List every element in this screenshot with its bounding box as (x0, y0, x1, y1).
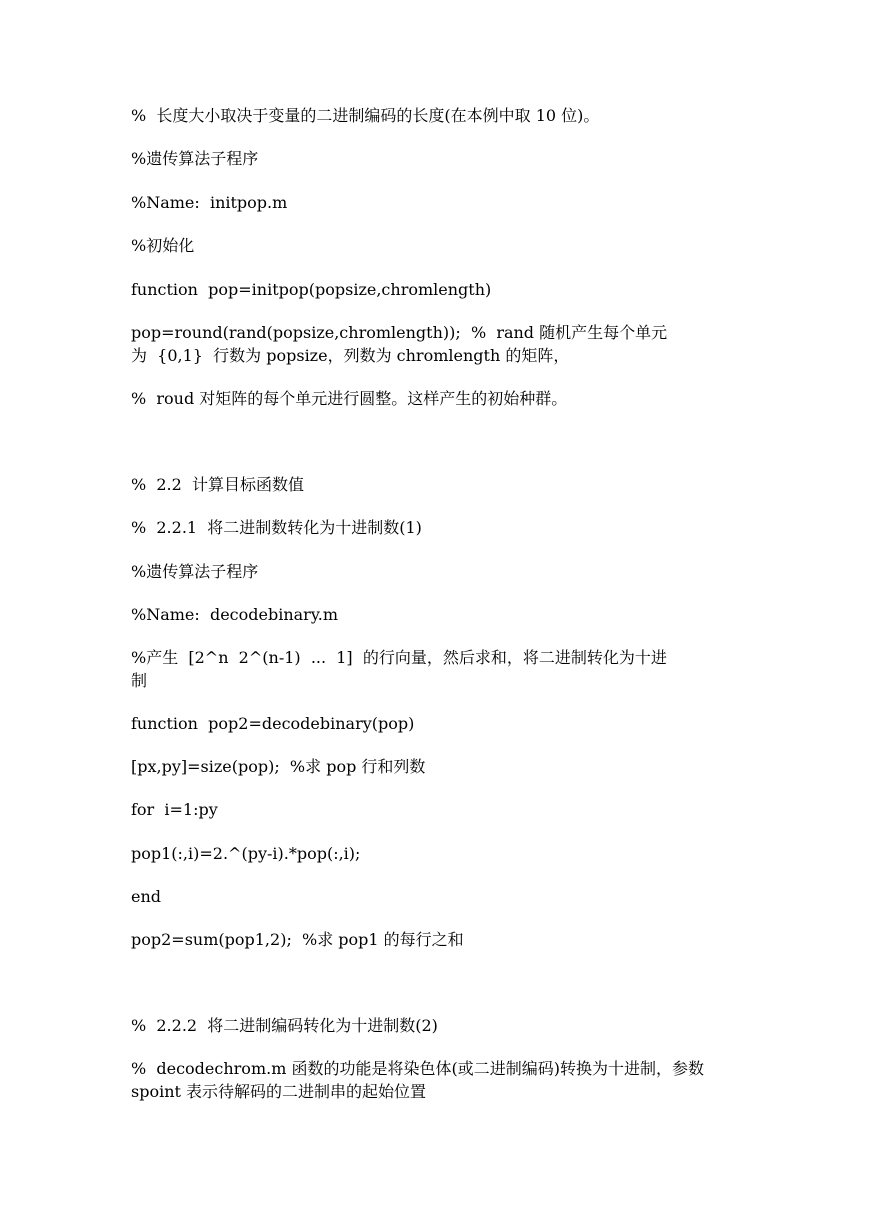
code-line: 为 {0,1} 行数为 popsize，列数为 chromlength 的矩阵， (131, 346, 570, 365)
comment-line: %遗传算法子程序 (131, 149, 259, 168)
comment-line: % roud 对矩阵的每个单元进行圆整。这样产生的初始种群。 (131, 389, 568, 408)
comment-line: %Name: initpop.m (131, 193, 288, 212)
code-line: pop=round(rand(popsize,chromlength)); % rand 随机产生每个单元 (131, 323, 668, 342)
comment-line: %产生 [2^n 2^(n-1) ... 1] 的行向量，然后求和，将二进制转化为十进 (131, 648, 667, 667)
comment-line: 制 (131, 671, 148, 690)
code-line: end (131, 887, 162, 906)
comment-line: spoint 表示待解码的二进制串的起始位置 (131, 1082, 427, 1101)
code-line: for i=1:py (131, 800, 218, 819)
code-line: function pop2=decodebinary(pop) (131, 714, 415, 733)
code-line: function pop=initpop(popsize,chromlength) (131, 280, 492, 299)
code-line: pop2=sum(pop1,2); %求 pop1 的每行之和 (131, 930, 464, 949)
comment-line: %遗传算法子程序 (131, 562, 259, 581)
section-heading: % 2.2.1 将二进制数转化为十进制数(1) (131, 518, 422, 537)
comment-line: %Name: decodebinary.m (131, 605, 338, 624)
code-line: pop1(:,i)=2.^(py-i).*pop(:,i); (131, 844, 361, 863)
comment-line: % 长度大小取决于变量的二进制编码的长度(在本例中取 10 位)。 (131, 106, 600, 125)
comment-line: % decodechrom.m 函数的功能是将染色体(或二进制编码)转换为十进制，参数 (131, 1059, 704, 1078)
comment-line: %初始化 (131, 236, 195, 255)
section-heading: % 2.2 计算目标函数值 (131, 475, 304, 494)
code-line: [px,py]=size(pop); %求 pop 行和列数 (131, 757, 426, 776)
section-heading: % 2.2.2 将二进制编码转化为十进制数(2) (131, 1016, 438, 1035)
